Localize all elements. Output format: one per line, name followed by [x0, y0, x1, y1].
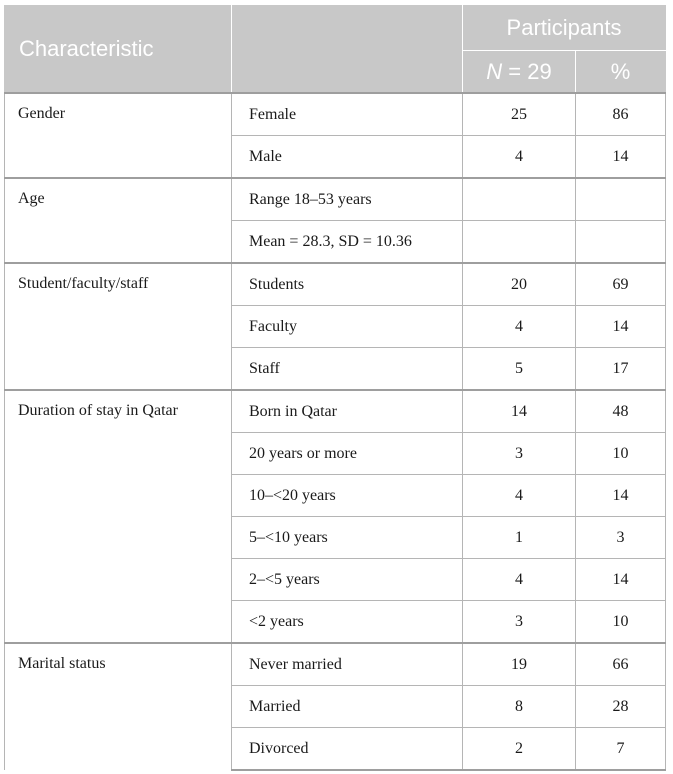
table-row — [5, 93, 666, 136]
percent-cell — [576, 221, 666, 264]
subcategory-cell: 2–<5 years — [232, 559, 463, 601]
subcategory-cell: <2 years — [232, 601, 463, 644]
percent-cell: 28 — [576, 686, 666, 728]
table-row — [5, 390, 666, 433]
count-cell: 3 — [463, 433, 576, 475]
header-characteristic: Characteristic — [5, 6, 232, 94]
count-cell — [463, 221, 576, 264]
category-cell: Gender — [5, 93, 232, 178]
count-cell: 1 — [463, 517, 576, 559]
category-cell: Age — [5, 178, 232, 263]
subcategory-cell: Divorced — [232, 728, 463, 771]
subcategory-cell: Range 18–53 years — [232, 178, 463, 221]
percent-cell: 10 — [576, 601, 666, 644]
subcategory-cell: Married — [232, 686, 463, 728]
count-cell: 2 — [463, 728, 576, 771]
count-cell: 3 — [463, 601, 576, 644]
count-cell: 20 — [463, 263, 576, 306]
subcategory-cell: 10–<20 years — [232, 475, 463, 517]
subcategory-cell: 5–<10 years — [232, 517, 463, 559]
count-cell: 8 — [463, 686, 576, 728]
category-cell: Marital status — [5, 643, 232, 770]
count-cell: 4 — [463, 559, 576, 601]
count-cell: 5 — [463, 348, 576, 391]
table-row — [5, 263, 666, 306]
subcategory-cell: Mean = 28.3, SD = 10.36 — [232, 221, 463, 264]
subcategory-cell: 20 years or more — [232, 433, 463, 475]
count-cell: 14 — [463, 390, 576, 433]
header-participants: Participants — [463, 6, 666, 51]
subcategory-cell: Born in Qatar — [232, 390, 463, 433]
percent-cell: 86 — [576, 93, 666, 136]
percent-cell: 14 — [576, 306, 666, 348]
percent-cell: 3 — [576, 517, 666, 559]
percent-cell: 14 — [576, 475, 666, 517]
subcategory-cell: Staff — [232, 348, 463, 391]
subcategory-cell: Faculty — [232, 306, 463, 348]
percent-cell: 14 — [576, 136, 666, 179]
subcategory-cell: Never married — [232, 643, 463, 686]
subcategory-cell: Male — [232, 136, 463, 179]
count-cell: 25 — [463, 93, 576, 136]
subcategory-cell: Female — [232, 93, 463, 136]
header-percent: % — [576, 51, 666, 94]
count-cell: 19 — [463, 643, 576, 686]
header-n — [463, 51, 576, 94]
participants-table — [4, 5, 666, 771]
category-cell: Student/faculty/staff — [5, 263, 232, 390]
percent-cell: 14 — [576, 559, 666, 601]
percent-cell — [576, 178, 666, 221]
count-cell: 4 — [463, 475, 576, 517]
percent-cell: 66 — [576, 643, 666, 686]
header-n-value: = 29 — [502, 58, 552, 84]
percent-cell: 17 — [576, 348, 666, 391]
table-body — [5, 93, 666, 770]
count-cell: 4 — [463, 136, 576, 179]
percent-cell: 48 — [576, 390, 666, 433]
table-header — [5, 6, 666, 94]
count-cell — [463, 178, 576, 221]
subcategory-cell: Students — [232, 263, 463, 306]
header-blank — [232, 6, 463, 94]
table-row — [5, 643, 666, 686]
percent-cell: 10 — [576, 433, 666, 475]
table-row — [5, 178, 666, 221]
percent-cell: 69 — [576, 263, 666, 306]
percent-cell: 7 — [576, 728, 666, 771]
category-cell: Duration of stay in Qatar — [5, 390, 232, 643]
count-cell: 4 — [463, 306, 576, 348]
header-n-symbol: N — [486, 58, 503, 84]
